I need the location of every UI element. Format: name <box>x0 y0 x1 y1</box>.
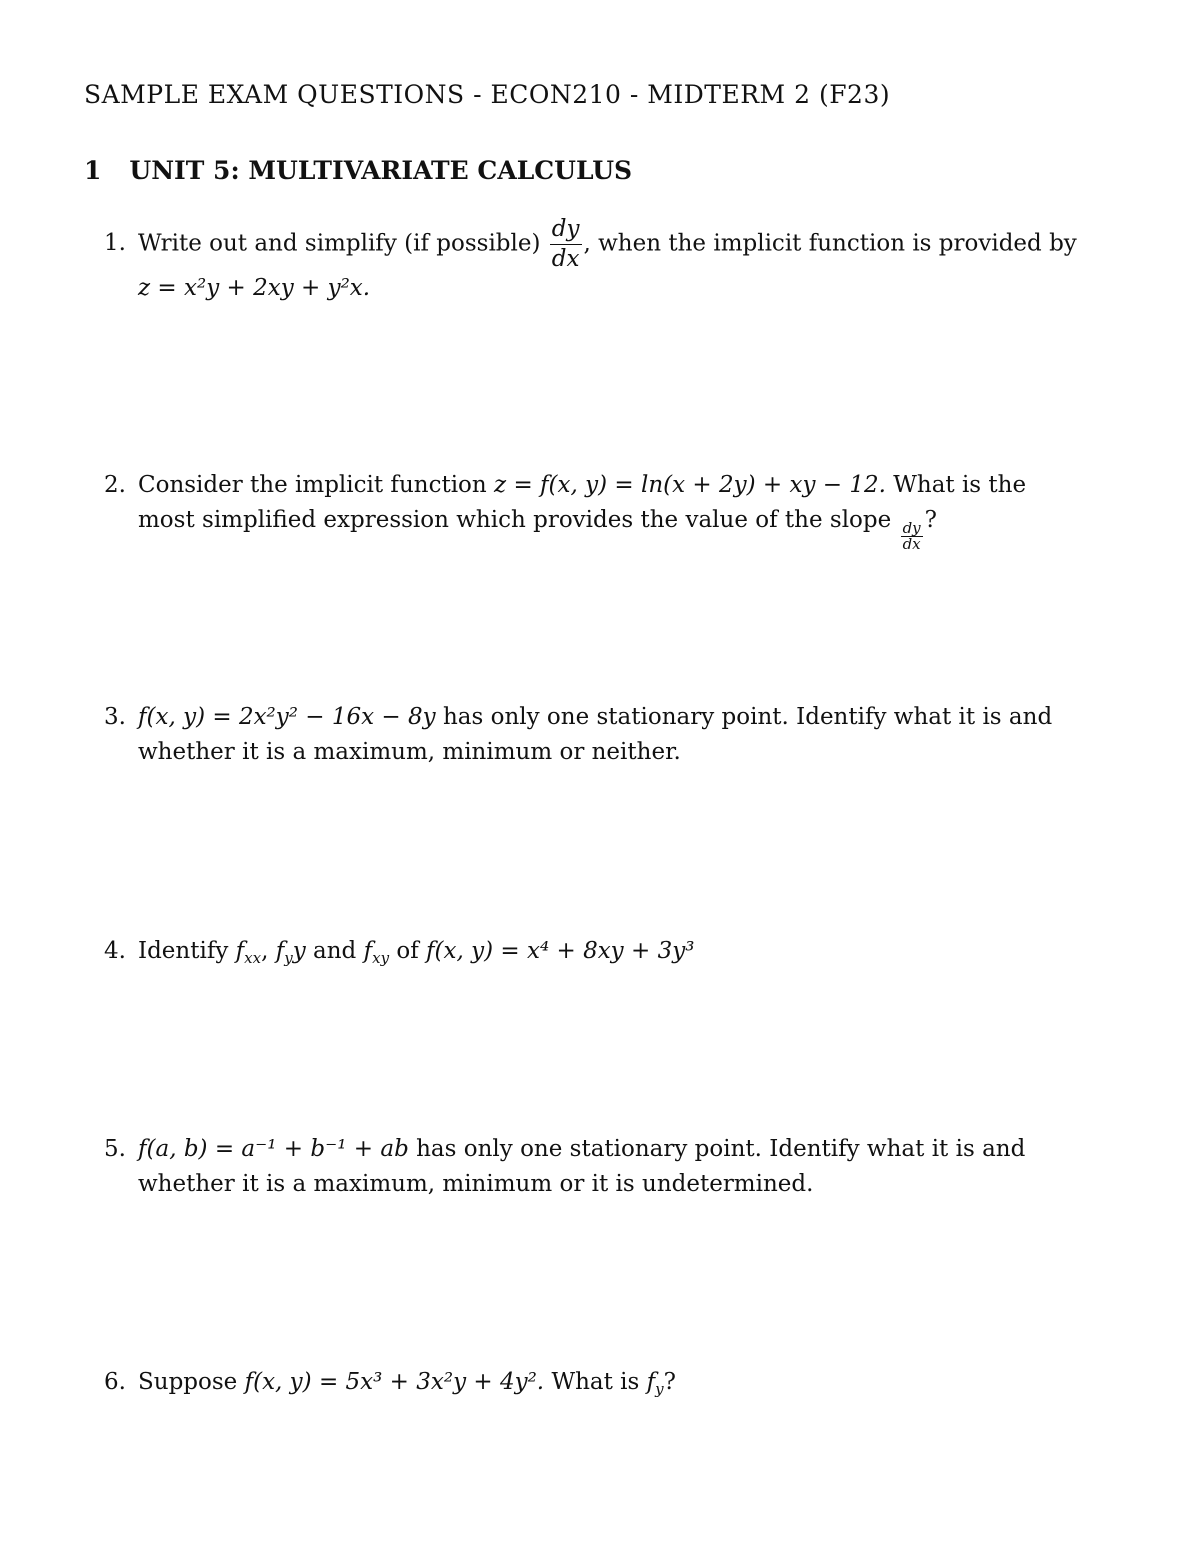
question-line-1: Write out and simplify (if possible) $\frac{dy}{dx}$ , when the implicit function is provided by <box>138 216 1077 272</box>
section-title: UNIT 5: MULTIVARIATE CALCULUS <box>129 156 633 185</box>
question-4 <box>104 934 1118 969</box>
question-line-1: f(a, b) = a⁻¹ + b⁻¹ + ab has only one stationary point. Identify what it is and <box>138 1136 1026 1162</box>
partial-fyy: $f_yy$ <box>275 938 306 967</box>
question-equation: z = f(x, y) = ln(x + 2y) + xy − 12. <box>494 472 886 498</box>
question-1 <box>104 218 1118 306</box>
derivative-fraction: $\frac{dy}{dx}$ <box>902 519 921 553</box>
question-number: 3. <box>104 704 126 730</box>
question-6 <box>104 1365 1118 1400</box>
question-line-2: most simplified expression which provides the value of the slope $\frac{dy}{dx}$ ? <box>138 507 937 553</box>
question-line-1: Suppose f(x, y) = 5x³ + 3x²y + 4y². What is $f_y$? <box>138 1369 676 1398</box>
question-number: 5. <box>104 1136 126 1162</box>
question-number: 6. <box>104 1369 126 1395</box>
section-heading <box>84 156 632 185</box>
question-equation: f(x, y) = 5x³ + 3x²y + 4y². <box>244 1369 545 1395</box>
question-equation: f(a, b) = a⁻¹ + b⁻¹ + ab <box>138 1136 409 1162</box>
question-line-2: whether it is a maximum, minimum or it is undetermined. <box>138 1171 814 1197</box>
section-number: 1 <box>84 156 102 185</box>
question-number: 1. <box>104 230 126 256</box>
question-equation: z = x²y + 2xy + y²x. <box>138 275 371 301</box>
page-title: SAMPLE EXAM QUESTIONS - ECON210 - MIDTERM 2 (F23) <box>84 80 891 109</box>
partial-fxy: $f_{xy}$ <box>363 938 390 967</box>
question-line-1: Consider the implicit function z = f(x, y) = ln(x + 2y) + xy − 12. What is the <box>138 472 1027 498</box>
question-3 <box>104 700 1118 770</box>
derivative-fraction: $\frac{dy}{dx}$ <box>551 216 580 272</box>
partial-fy: $f_y$ <box>646 1369 664 1398</box>
question-2 <box>104 468 1118 552</box>
question-number: 4. <box>104 938 126 964</box>
question-equation: f(x, y) = x⁴ + 8xy + 3y³ <box>426 938 695 964</box>
question-line-1: f(x, y) = 2x²y² − 16x − 8y has only one stationary point. Identify what it is and <box>138 704 1053 730</box>
question-5 <box>104 1132 1118 1202</box>
question-number: 2. <box>104 472 126 498</box>
question-line-2: whether it is a maximum, minimum or neither. <box>138 739 681 765</box>
question-equation: f(x, y) = 2x²y² − 16x − 8y <box>138 704 436 730</box>
partial-fxx: $f_{xx}$ <box>235 938 262 967</box>
question-line-1: Identify $f_{xx}$, $f_yy$ and $f_{xy}$ of f(x, y) = x⁴ + 8xy + 3y³ <box>138 938 695 967</box>
